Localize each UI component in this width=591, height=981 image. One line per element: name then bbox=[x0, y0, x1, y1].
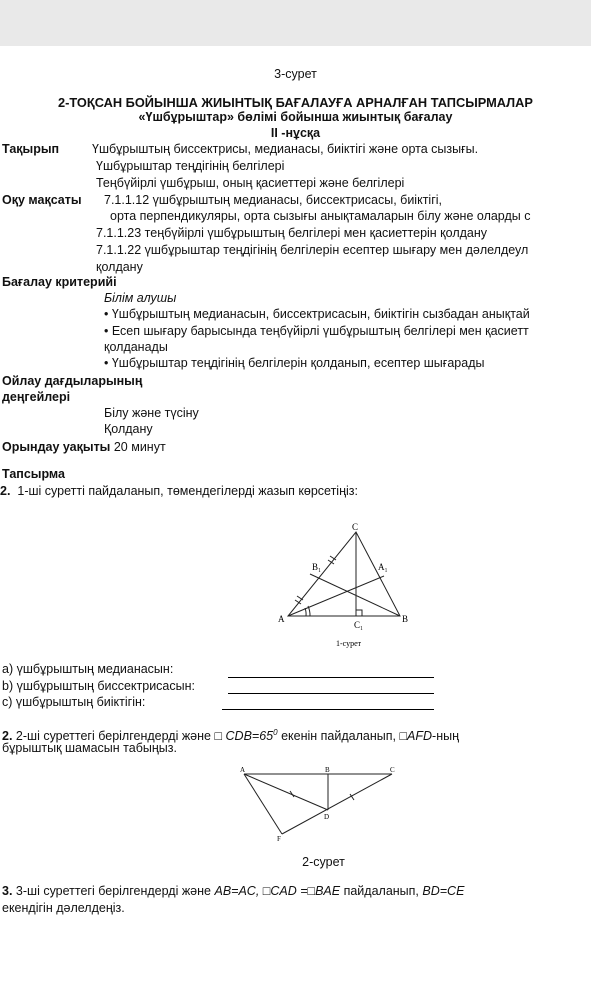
page-subtitle: «Үшбұрыштар» бөлімі бойынша жиынтық бағалау bbox=[138, 110, 453, 124]
figure-2-diagram bbox=[232, 764, 406, 844]
figure-1-triangle bbox=[270, 518, 430, 658]
fig2-label-D: D bbox=[324, 813, 330, 821]
angle-box-glyph: □ bbox=[214, 729, 223, 744]
task3-number: 3. bbox=[2, 884, 13, 898]
task3-line1 bbox=[2, 884, 464, 899]
caption-figure-2: 2-сурет bbox=[302, 855, 345, 869]
caption-figure-3-top: 3-сурет bbox=[274, 67, 317, 81]
task3-text: 3-ші суреттегі берілгендерді және bbox=[15, 884, 211, 898]
task3-given: AB=AC, bbox=[214, 884, 260, 898]
time-value: 20 минут bbox=[113, 440, 166, 454]
task1-number: 2. bbox=[0, 484, 11, 498]
fig1-label-A1: A₁ bbox=[378, 562, 388, 572]
task3-text: пайдаланып, bbox=[343, 884, 419, 898]
fig1-label-B1: B₁ bbox=[312, 562, 322, 572]
task2-number: 2. bbox=[2, 729, 13, 744]
task2-angle: AFD bbox=[407, 729, 433, 744]
task1-instruction: 1-ші суретті пайдаланып, төмендегілерді жазып көрсетіңіз: bbox=[17, 484, 358, 498]
task2-text: екенін пайдаланып, bbox=[281, 729, 396, 744]
angle-box-glyph: □ bbox=[307, 884, 316, 898]
fig1-label-B: B bbox=[402, 614, 409, 624]
levels-label: Ойлау дағдыларының bbox=[2, 374, 143, 388]
goal-line: қолдану bbox=[96, 260, 143, 274]
fig2-label-A: A bbox=[240, 766, 246, 774]
goal-line: 7.1.1.23 теңбүйірлі үшбұрыштың белгілері мен қасиеттерін қолдану bbox=[96, 226, 488, 240]
task3-goal: BD=CE bbox=[422, 884, 465, 898]
fig1-label-C: C bbox=[352, 522, 359, 532]
variant-label: II -нұсқа bbox=[270, 126, 321, 140]
task2-text: -ның bbox=[432, 729, 459, 744]
fig2-label-B: B bbox=[325, 766, 330, 774]
goal-line: орта перпендикуляры, орта сызығы анықтамаларын білу және оларды с bbox=[110, 209, 531, 223]
topic-line: Үшбұрыштар теңдігінің белгілері bbox=[96, 159, 285, 173]
fig1-label-C1: C₁ bbox=[354, 620, 364, 630]
goal-line: 7.1.1.22 үшбұрыштар теңдігінің белгілерін есептер шығару мен дәлелдеул bbox=[96, 243, 529, 257]
task2-text: 2-ші суреттегі берілгендерді және bbox=[15, 729, 211, 744]
degree-sup: 0 bbox=[273, 728, 278, 737]
fig1-caption: 1-сурет bbox=[336, 639, 362, 648]
answer-b-field[interactable] bbox=[228, 693, 434, 694]
goal-line: 7.1.1.12 үшбұрыштың медианасы, биссектрисасы, биіктігі, bbox=[104, 193, 443, 207]
task2-given: CDB=65 bbox=[225, 729, 274, 744]
time-label: Орындау уақыты bbox=[2, 440, 111, 454]
criteria-label: Бағалау критерийі bbox=[2, 275, 117, 289]
criteria-line: қолданады bbox=[104, 340, 168, 354]
task2-line2: бұрыштық шамасын табыңыз. bbox=[2, 741, 177, 755]
fig2-label-F: F bbox=[277, 835, 281, 843]
task3-given: CAD = bbox=[270, 884, 308, 898]
angle-box-glyph: □ bbox=[399, 729, 408, 744]
answer-a-field[interactable] bbox=[228, 677, 434, 678]
page-title: 2-ТОҚСАН БОЙЫНША ЖИЫНТЫҚ БАҒАЛАУҒА АРНАЛҒАН ТАПСЫРМАЛАР bbox=[58, 95, 533, 110]
answer-b-label: b) үшбұрыштың биссектрисасын: bbox=[2, 679, 195, 693]
criteria-intro: Білім алушы bbox=[104, 291, 177, 305]
answer-a-label: а) үшбұрыштың медианасын: bbox=[2, 662, 174, 676]
fig1-label-A: A bbox=[278, 614, 285, 624]
task3-line2: екендігін дәлелдеңіз. bbox=[2, 901, 125, 915]
tasks-heading: Тапсырма bbox=[2, 467, 65, 481]
angle-box-glyph: □ bbox=[262, 884, 271, 898]
topic-line: Үшбұрыштың биссектрисы, медианасы, биіктігі және орта сызығы. bbox=[92, 142, 479, 156]
time-row bbox=[2, 440, 166, 455]
answer-c-label: c) үшбұрыштың биіктігін: bbox=[2, 695, 146, 709]
criteria-line: • Үшбұрыштар теңдігінің белгілерін қолданып, есептер шығарады bbox=[104, 356, 485, 370]
task3-given: BAE bbox=[315, 884, 341, 898]
criteria-line: • Есеп шығару барысында теңбүйірлі үшбұрыштың белгілері мен қасиетт bbox=[104, 324, 529, 338]
topic-line: Теңбүйірлі үшбұрыш, оның қасиеттері және белгілері bbox=[96, 176, 405, 190]
task1-text bbox=[0, 484, 358, 499]
levels-label: деңгейлері bbox=[2, 390, 71, 404]
level-item: Білу және түсіну bbox=[104, 406, 199, 420]
fig2-label-C: C bbox=[390, 766, 395, 774]
criteria-line: • Үшбұрыштың медианасын, биссектрисасын, биіктігін сызбадан анықтай bbox=[104, 307, 530, 321]
top-gray-band bbox=[0, 0, 591, 46]
level-item: Қолдану bbox=[104, 422, 153, 436]
answer-c-field[interactable] bbox=[222, 709, 434, 710]
goal-label: Оқу мақсаты bbox=[2, 193, 82, 207]
topic-label: Тақырып bbox=[2, 142, 60, 156]
